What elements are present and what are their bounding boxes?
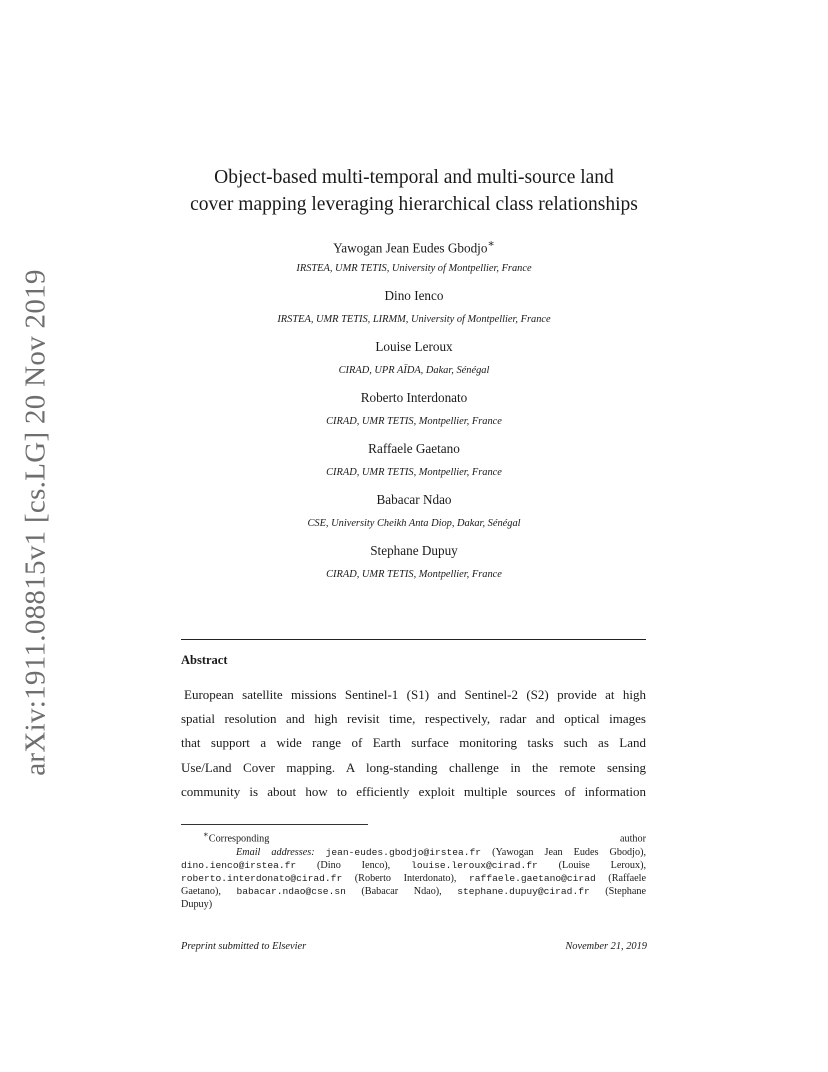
abstract-line: Use/Land Cover mapping. A long-standing challenge in the remote sensing [181, 759, 646, 775]
paper-title-line-1: Object-based multi-temporal and multi-source land [214, 167, 614, 188]
author-list [160, 232, 668, 589]
email-link[interactable]: stephane.dupuy@cirad.fr [457, 886, 590, 898]
paper-title-line-2: cover mapping leveraging hierarchical class relationships [190, 194, 638, 215]
preprint-date: November 21, 2019 [565, 941, 647, 952]
footnote [181, 828, 646, 912]
author-affiliation: CIRAD, UMR TETIS, Montpellier, France [326, 467, 502, 478]
email-link[interactable]: jean-eudes.gbodjo@irstea.fr [325, 846, 482, 858]
corresponding-mark: ∗ [487, 238, 495, 250]
author-name: Yawogan Jean Eudes Gbodjo∗ [333, 238, 495, 256]
author-affiliation: CSE, University Cheikh Anta Diop, Dakar, Sénégal [307, 518, 521, 529]
arxiv-identifier-text: arXiv:1911.08815v1 [cs.LG] 20 Nov 2019 [19, 268, 52, 776]
abstract-body [181, 683, 646, 804]
author-name: Raffaele Gaetano [368, 441, 460, 456]
footnote-email-line: roberto.interdonato@cirad.fr (Roberto Interdonato), raffaele.gaetano@cirad (Raffaele [181, 873, 647, 884]
author-affiliation: IRSTEA, UMR TETIS, University of Montpellier, France [296, 263, 532, 274]
abstract-line: spatial resolution and high revisit time, respectively, radar and optical images [181, 711, 646, 727]
author-affiliation: CIRAD, UPR AÏDA, Dakar, Sénégal [338, 365, 490, 376]
author-name: Dino Ienco [384, 288, 444, 303]
email-link[interactable]: raffaele.gaetano@cirad [469, 873, 596, 884]
footnote-corresponding: ∗Corresponding author [203, 829, 646, 845]
author-name: Stephane Dupuy [370, 543, 458, 558]
author-name: Roberto Interdonato [360, 390, 468, 405]
footnote-email-line: Dupuy) [181, 899, 213, 911]
footnote-email-line: Email addresses: jean-eudes.gbodjo@irstea.fr (Yawogan Jean Eudes Gbodjo), [236, 846, 647, 858]
author-affiliation: CIRAD, UMR TETIS, Montpellier, France [326, 569, 502, 580]
footnote-divider [181, 824, 368, 825]
author-name: Louise Leroux [375, 339, 453, 354]
email-link[interactable]: dino.ienco@irstea.fr [181, 859, 297, 871]
author-name: Babacar Ndao [376, 492, 452, 507]
abstract-heading: Abstract [181, 653, 228, 667]
author-affiliation: IRSTEA, UMR TETIS, LIRMM, University of Montpellier, France [277, 314, 551, 325]
author-affiliation: CIRAD, UMR TETIS, Montpellier, France [326, 416, 502, 427]
paper-title [160, 164, 668, 218]
email-label: Email addresses: [236, 846, 315, 858]
abstract-line: community is about how to efficiently exploit multiple sources of information [181, 783, 646, 799]
footnote-email-line: Gaetano), babacar.ndao@cse.sn (Babacar Ndao), stephane.dupuy@cirad.fr (Stephane [181, 886, 647, 898]
abstract-line: that support a wide range of Earth surface monitoring tasks such as Land [181, 735, 646, 751]
footnote-email-line: dino.ienco@irstea.fr (Dino Ienco), louise.leroux@cirad.fr (Louise Leroux), [181, 859, 647, 871]
email-link[interactable]: babacar.ndao@cse.sn [236, 886, 346, 898]
abstract-divider [181, 639, 646, 640]
preprint-note: Preprint submitted to Elsevier [181, 941, 307, 952]
email-link[interactable]: roberto.interdonato@cirad.fr [181, 873, 343, 884]
email-link[interactable]: louise.leroux@cirad.fr [411, 859, 538, 871]
abstract-line: European satellite missions Sentinel-1 (S1) and Sentinel-2 (S2) provide at high [184, 687, 646, 702]
arxiv-identifier [8, 268, 64, 776]
footnote-mark: ∗ [203, 829, 209, 839]
